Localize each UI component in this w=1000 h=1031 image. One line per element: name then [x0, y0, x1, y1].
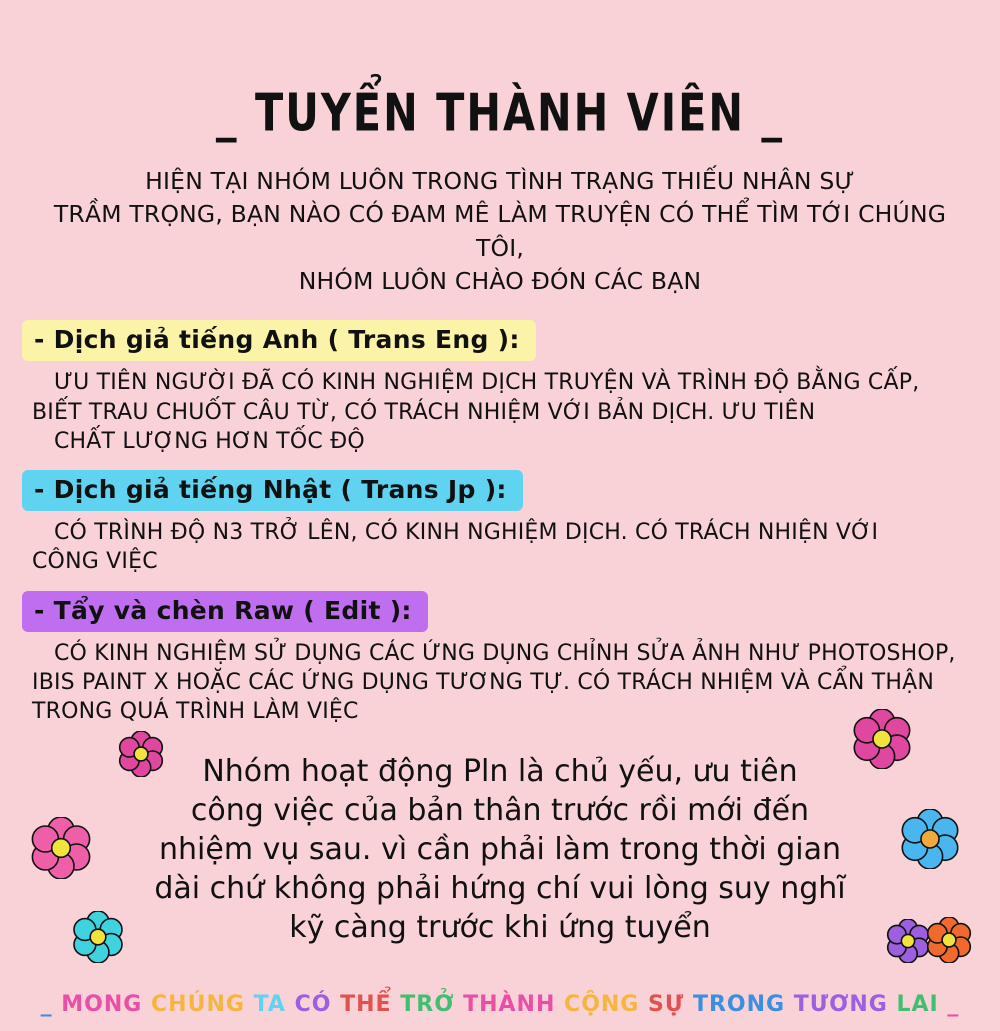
- footer-word: TƯƠNG: [793, 991, 888, 1017]
- role-heading-edit: - Tẩy và chèn Raw ( Edit ):: [22, 591, 428, 632]
- role-body-edit: [22, 639, 978, 727]
- intro-line: TRẦM TRỌNG, BẠN NÀO CÓ ĐAM MÊ LÀM TRUYỆN CÓ THỂ TÌM TỚI CHÚNG TÔI,: [53, 200, 947, 262]
- footer-message: [0, 992, 1000, 1017]
- role-body-line: ƯU TIÊN NGƯỜI ĐÃ CÓ KINH NGHIỆM DỊCH TRUYỆN VÀ TRÌNH ĐỘ BẰNG CẤP,: [54, 370, 920, 396]
- role-body-line: CÓ TRÌNH ĐỘ N3 TRỞ LÊN, CÓ KINH NGHIỆM DỊCH. CÓ TRÁCH NHIỆN VỚI: [54, 520, 879, 545]
- role-trans-jp: [22, 470, 978, 577]
- role-body-line: CÓ KINH NGHIỆM SỬ DỤNG CÁC ỨNG DỤNG CHỈNH SỬA ẢNH NHƯ PHOTOSHOP,: [54, 640, 956, 666]
- closing-line: công việc của bản thân trước rồi mới đến: [190, 793, 810, 829]
- footer-word: THỂ: [340, 991, 392, 1017]
- closing-paragraph: [0, 752, 1000, 947]
- footer-word: MONG: [61, 991, 143, 1017]
- role-heading-trans-eng: - Dịch giả tiếng Anh ( Trans Eng ):: [22, 320, 536, 361]
- footer-word: CỘNG: [564, 991, 640, 1017]
- role-body-line: BIẾT TRAU CHUỐT CÂU TỪ, CÓ TRÁCH NHIỆM VỚI BẢN DỊCH. ƯU TIÊN: [32, 399, 816, 425]
- roles-list: [0, 320, 1000, 726]
- closing-line: dài chứ không phải hứng chí vui lòng suy nghĩ: [154, 871, 846, 907]
- page-title: _ TUYỂN THÀNH VIÊN _: [215, 82, 785, 143]
- footer-word: _: [947, 991, 960, 1017]
- closing-line: Nhóm hoạt động Pln là chủ yếu, ưu tiên: [202, 754, 798, 790]
- footer-word: SỰ: [648, 991, 685, 1017]
- role-body-trans-eng: [22, 368, 978, 456]
- role-body-line: IBIS PAINT X HOẶC CÁC ỨNG DỤNG TƯƠNG TỰ. CÓ TRÁCH NHIỆM VÀ CẨN THẬN: [32, 669, 934, 695]
- intro-line: HIỆN TẠI NHÓM LUÔN TRONG TÌNH TRẠNG THIẾU NHÂN SỰ: [145, 166, 855, 195]
- role-body-line: CHẤT LƯỢNG HƠN TỐC ĐỘ: [54, 428, 365, 454]
- intro-paragraph: [0, 165, 1000, 298]
- poster-page: [0, 31, 1000, 1031]
- closing-line: nhiệm vụ sau. vì cần phải làm trong thời gian: [159, 832, 841, 868]
- role-body-trans-jp: [22, 518, 978, 577]
- footer-word: TRỞ: [400, 991, 455, 1017]
- role-edit: [22, 591, 978, 727]
- footer-word: CHÚNG: [151, 991, 245, 1017]
- footer-word: _: [40, 991, 53, 1017]
- role-heading-trans-jp: - Dịch giả tiếng Nhật ( Trans Jp ):: [22, 470, 523, 511]
- intro-line: NHÓM LUÔN CHÀO ĐÓN CÁC BẠN: [298, 266, 702, 295]
- role-trans-eng: [22, 320, 978, 456]
- closing-line: kỹ càng trước khi ứng tuyển: [289, 910, 711, 946]
- footer-word: TA: [253, 991, 286, 1017]
- role-body-line: TRONG QUÁ TRÌNH LÀM VIỆC: [32, 699, 359, 724]
- footer-word: LAI: [896, 991, 939, 1017]
- footer-word: TRONG: [692, 991, 786, 1017]
- role-body-line: CÔNG VIỆC: [32, 549, 158, 575]
- footer-word: THÀNH: [463, 991, 556, 1017]
- footer-word: CÓ: [294, 991, 332, 1017]
